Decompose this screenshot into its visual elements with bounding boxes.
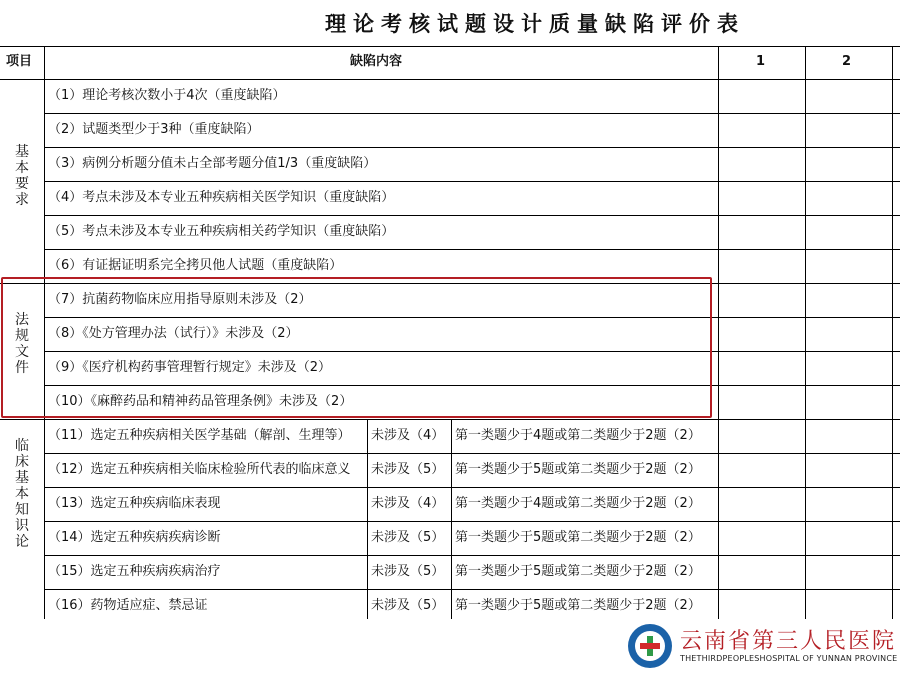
header-col-2: 2 xyxy=(842,54,852,69)
row-deduction-note: 第一类题少于5题或第二类题少于2题（2） xyxy=(455,598,701,613)
row-content: （9）《医疗机构药事管理暂行规定》未涉及（2） xyxy=(48,360,332,375)
hospital-name-cn: 云南省第三人民医院 xyxy=(680,629,897,654)
row-content: （4）考点未涉及本专业五种疾病相关医学知识（重度缺陷） xyxy=(48,190,395,205)
row-content: （6）有证据证明系完全拷贝他人试题（重度缺陷） xyxy=(48,258,343,273)
page-title: 理论考核试题设计质量缺陷评价表 xyxy=(325,11,745,36)
row-content: （13）选定五种疾病临床表现 xyxy=(48,496,221,511)
row-content: （11）选定五种疾病相关医学基础（解剖、生理等） xyxy=(48,428,351,443)
row-not-covered: 未涉及（5） xyxy=(371,530,445,545)
row-not-covered: 未涉及（5） xyxy=(371,598,445,613)
hospital-logo xyxy=(628,622,900,672)
row-deduction-note: 第一类题少于4题或第二类题少于2题（2） xyxy=(455,428,701,443)
hospital-emblem-icon xyxy=(628,624,672,668)
category-regulations: 法 规 文 件 xyxy=(15,312,29,376)
row-deduction-note: 第一类题少于4题或第二类题少于2题（2） xyxy=(455,496,701,511)
row-content: （15）选定五种疾病疾病治疗 xyxy=(48,564,221,579)
row-content: （5）考点未涉及本专业五种疾病相关药学知识（重度缺陷） xyxy=(48,224,395,239)
row-content: （14）选定五种疾病疾病诊断 xyxy=(48,530,221,545)
row-not-covered: 未涉及（5） xyxy=(371,462,445,477)
row-content: （2）试题类型少于3种（重度缺陷） xyxy=(48,122,260,137)
category-clinical-knowledge: 临 床 基 本 知 识 论 xyxy=(15,438,29,550)
category-basic-requirements: 基 本 要 求 xyxy=(15,144,29,208)
row-deduction-note: 第一类题少于5题或第二类题少于2题（2） xyxy=(455,530,701,545)
row-not-covered: 未涉及（4） xyxy=(371,496,445,511)
row-not-covered: 未涉及（4） xyxy=(371,428,445,443)
header-content: 缺陷内容 xyxy=(350,54,403,69)
row-content: （16）药物适应症、禁忌证 xyxy=(48,598,208,613)
hospital-name-en: THETHIRDPEOPLESHOSPITAL OF YUNNAN PROVINCE xyxy=(680,654,898,663)
row-content: （3）病例分析题分值未占全部考题分值1/3（重度缺陷） xyxy=(48,156,377,171)
row-not-covered: 未涉及（5） xyxy=(371,564,445,579)
row-deduction-note: 第一类题少于5题或第二类题少于2题（2） xyxy=(455,564,701,579)
header-item: 项目 xyxy=(6,54,33,69)
header-col-1: 1 xyxy=(756,54,766,69)
highlight-box xyxy=(1,277,712,418)
row-content: （10）《麻醉药品和精神药品管理条例》未涉及（2） xyxy=(48,394,353,409)
row-content: （1）理论考核次数小于4次（重度缺陷） xyxy=(48,88,286,103)
row-content: （12）选定五种疾病相关临床检验所代表的临床意义 xyxy=(48,462,351,477)
row-content: （7）抗菌药物临床应用指导原则未涉及（2） xyxy=(48,292,312,307)
row-content: （8）《处方管理办法（试行）》未涉及（2） xyxy=(48,326,299,341)
row-deduction-note: 第一类题少于5题或第二类题少于2题（2） xyxy=(455,462,701,477)
